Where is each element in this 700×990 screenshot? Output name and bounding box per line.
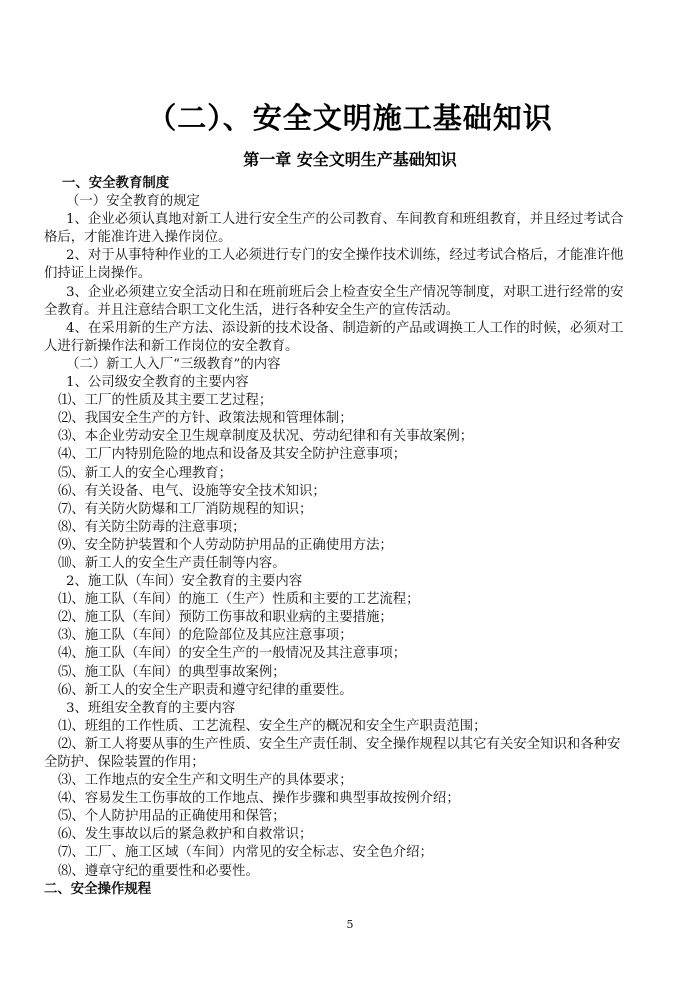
text-line: 人进行新操作法和新工作岗位的安全教育。 [44, 338, 299, 354]
text-line: ⑼、安全防护装置和个人劳动防护用品的正确使用方法； [58, 537, 393, 553]
text-line: ⑹、发生事故以后的紧急救护和自救常识； [58, 827, 313, 843]
text-line: ⑷、施工队（车间）的安全生产的一般情况及其注意事项； [58, 646, 407, 662]
text-line: ⑴、班组的工作性质、工艺流程、安全生产的概况和安全生产职责范围； [58, 718, 487, 734]
text-line: ⑵、我国安全生产的方针、政策法规和管理体制； [58, 411, 353, 427]
text-line: ⑶、工作地点的安全生产和文明生产的具体要求； [58, 773, 353, 789]
text-line: ⑹、新工人的安全生产职责和遵守纪律的重要性。 [58, 682, 353, 698]
text-line: 二、安全操作规程 [44, 881, 152, 897]
text-line: 格后，才能准许进入操作岗位。 [44, 230, 232, 246]
text-line: ⑴、施工队（车间）的施工（生产）性质和主要的工艺流程； [58, 592, 420, 608]
text-line: （二）新工人入厂“三级教育”的内容 [66, 356, 281, 372]
chapter-title: 第一章 安全文明生产基础知识 [243, 150, 457, 169]
text-line: ⑴、工厂的性质及其主要工艺过程； [58, 393, 273, 409]
text-line: ⑸、施工队（车间）的典型事故案例； [58, 664, 286, 680]
text-line: ⑷、容易发生工伤事故的工作地点、操作步骤和典型事故按例介绍； [58, 791, 460, 807]
text-line: ⑹、有关设备、电气、设施等安全技术知识； [58, 483, 326, 499]
text-line: ⑷、工厂内特别危险的地点和设备及其安全防护注意事项； [58, 447, 407, 463]
text-line: 们持证上岗操作。 [44, 266, 152, 282]
text-line: 1、企业必须认真地对新工人进行安全生产的公司教育、车间教育和班组教育，并且经过考试合 [66, 212, 624, 228]
main-title: （二）、安全文明施工基础知识 [147, 101, 553, 135]
text-line: 3、班组安全教育的主要内容 [66, 700, 236, 716]
text-line: ⑶、施工队（车间）的危险部位及其应注意事项； [58, 628, 353, 644]
text-line: ⑵、新工人将要从事的生产性质、安全生产责任制、安全操作规程以其它有关安全知识和各种安 [58, 736, 621, 752]
text-line: ⑶、本企业劳动安全卫生规章制度及状况、劳动纪律和有关事故案例； [58, 429, 474, 445]
text-line: ⑸、新工人的安全心理教育； [58, 465, 233, 481]
text-line: 3、企业必须建立安全活动日和在班前班后会上检查安全生产情况等制度，对职工进行经常的安 [66, 284, 624, 300]
body-text [44, 175, 660, 899]
text-line: 4、在采用新的生产方法、添设新的技术设备、制造新的产品或调换工人工作的时候，必须对工 [66, 320, 624, 336]
text-line: （一）安全教育的规定 [66, 194, 200, 210]
text-line: 2、对于从事特种作业的工人必须进行专门的安全操作技术训练，经过考试合格后，才能准许他 [66, 248, 624, 264]
text-line: ⑺、工厂、施工区域（车间）内常见的安全标志、安全色介绍； [58, 845, 433, 861]
text-line: 全防护、保险装置的作用； [44, 755, 205, 770]
text-line: ⑵、施工队（车间）预防工伤事故和职业病的主要措施； [58, 610, 393, 626]
text-line: 1、公司级安全教育的主要内容 [66, 375, 249, 391]
page-number: 5 [346, 918, 354, 931]
text-line: ⑻、遵章守纪的重要性和必要性。 [58, 863, 259, 879]
text-line: 一、安全教育制度 [62, 176, 170, 191]
text-line: ⑽、新工人的安全生产责任制等内容。 [58, 555, 286, 571]
text-line: 全教育。并且注意结合职工文化生活，进行各种安全生产的宣传活动。 [44, 302, 460, 318]
text-line: ⑻、有关防尘防毒的注意事项； [58, 519, 246, 535]
text-line: 2、施工队（车间）安全教育的主要内容 [66, 574, 303, 590]
text-line: ⑸、个人防护用品的正确使用和保管； [58, 809, 286, 825]
text-line: ⑺、有关防火防爆和工厂消防规程的知识； [58, 501, 313, 517]
